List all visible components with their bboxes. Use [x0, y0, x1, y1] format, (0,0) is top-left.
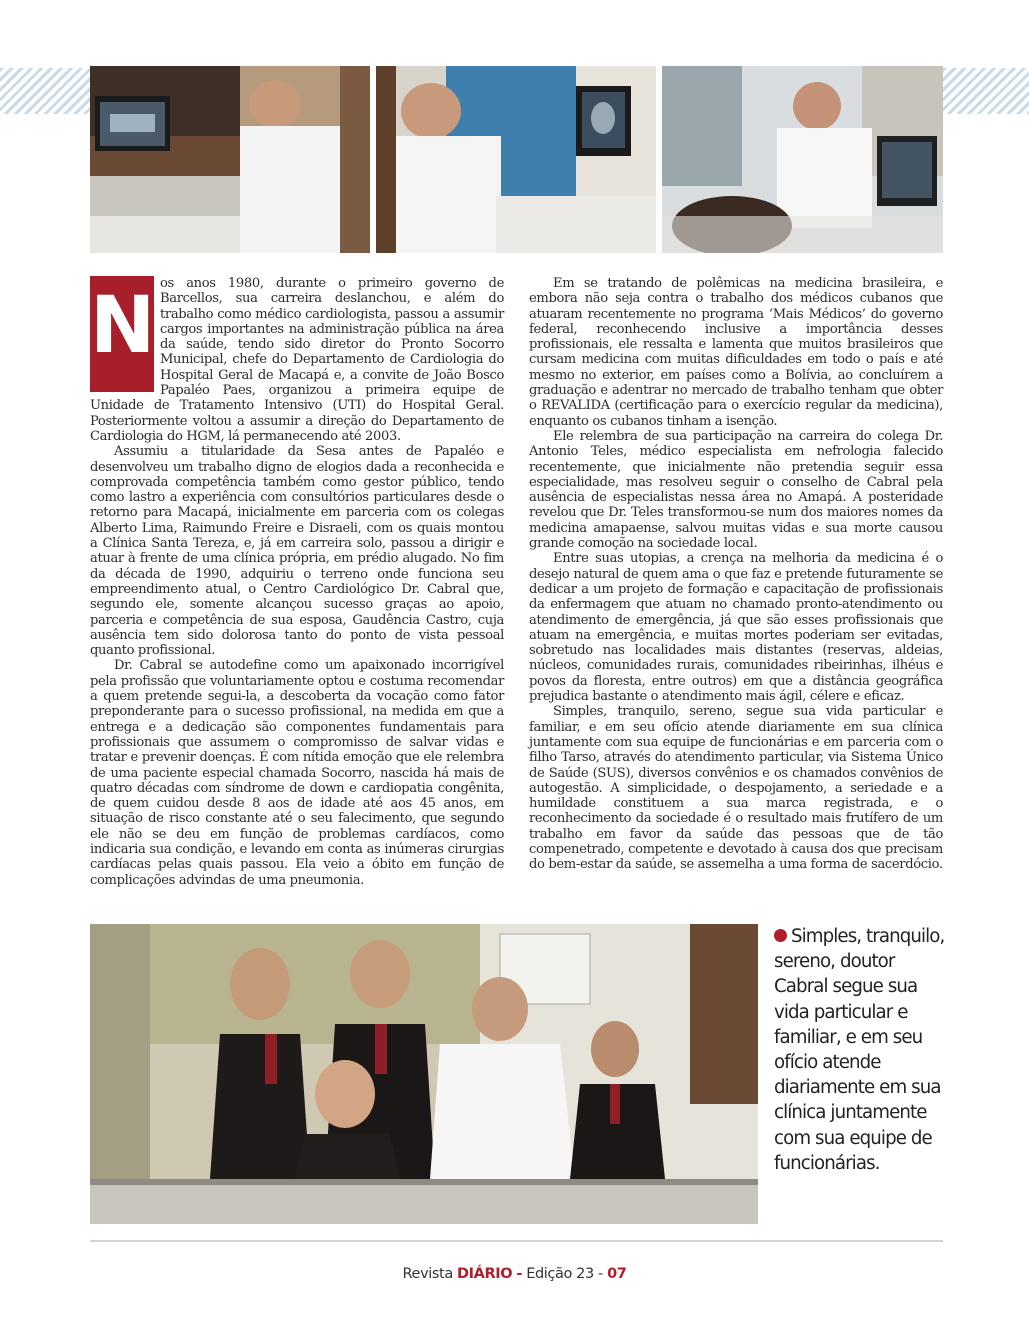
caption-text: Simples, tranquilo, sereno, doutor Cabral segue sua vida particular e familiar, e em seu ofício atende diariamente em sua clínica juntamente com sua equipe de funcionárias.: [774, 926, 945, 1174]
footer-rule: [90, 1240, 943, 1242]
article-paragraph: os anos 1980, durante o primeiro governo de Barcellos, sua carreira deslanchou, e além do trabalho como médico cardiologista, passou a assumir cargos importantes na administração pública na área da saúde, tendo sido diretor do Pronto Socorro Municipal, chefe do Departamento de Cardiologia do Hospital Geral de Macapá e, a convite de João Bosco Papaléo Paes, organizou a primeira equipe de Unidade de Tratamento Intensivo (UTI) do Hospital Geral. Posteriormente voltou a assumir a direção do Departamento de Cardiologia do HGM, lá permanecendo até 2003.: [90, 276, 504, 444]
article-paragraph: Dr. Cabral se autodefine como um apaixonado incorrigível pela profissão que voluntariamente optou e costuma recomendar a quem pretende segui-la, a descoberta da vocação como fator preponderante para o sucesso profissional, na medida em que a entrega e a dedicação são componentes fundamentais para profissionais que assumem o compromisso de salvar vidas e tratar e prevenir doenças. É com nítida emoção que ele relembra de uma paciente especial chamada Socorro, nascida há mais de quatro décadas com síndrome de down e cardiopatia congênita, de quem cuidou desde 8 aos de idade até aos 45 anos, em situação de risco constante até o seu falecimento, que segundo ele não se deu em função de problemas cardíacos, como indicaria sua condição, e levando em conta as inúmeras cirurgias cardíacas pelas quais passou. Ela veio a óbito em função de complicações advindas de uma pneumonia.: [90, 658, 504, 888]
photo-caption: [774, 924, 949, 1176]
footer-magazine: Revista: [402, 1266, 453, 1282]
photo-doctor-ultrasound-2: [376, 66, 656, 253]
article-paragraph: Ele relembra de sua participação na carreira do colega Dr. Antonio Teles, médico especialista em nefrologia falecido recentemente, que inicialmente não pretendia seguir essa especialidade, mas resolveu seguir o conselho de Cabral pela ausência de especialistas nessa área no Amapá. A posteridade revelou que Dr. Teles transformou-se num dos maiores nomes da medicina amapaense, salvou muitas vidas e sua morte causou grande comoção na sociedade local.: [529, 428, 943, 552]
footer-separator: -: [516, 1266, 523, 1282]
article-paragraph: Em se tratando de polêmicas na medicina brasileira, e embora não seja contra o trabalho dos médicos cubanos que atuaram recentemente no programa ‘Mais Médicos’ do governo federal, reconhecendo inclusive a importância desses profissionais, ele ressalta e lamenta que muitos brasileiros que cursam medicina com muitas dificuldades em todo o país e até mesmo no exterior, em países como a Bolívia, ao concluírem a graduação e adentrar no mercado de trabalho tenham que obter o REVALIDA (certificação para o exercício regular da medicina), enquanto os cubanos tinham a isenção.: [529, 276, 943, 429]
article-right-column: [529, 276, 943, 873]
photo-doctor-ultrasound-3: [662, 66, 943, 253]
footer-brand: DIÁRIO: [457, 1266, 513, 1282]
footer-page-number: 07: [607, 1266, 627, 1282]
article-paragraph: Simples, tranquilo, sereno, segue sua vida particular e familiar, e em seu ofício atende diariamente em sua clínica juntamente com sua equipe de funcionárias e em parceria com o filho Tarso, através do atendimento particular, via Sistema Único de Saúde (SUS), diversos convênios e os chamados convênios de autogestão. A simplicidade, o despojamento, a seriedade e a humildade constituem a sua marca registrada, e o reconhecimento da sociedade é o resultado mais frutífero de um trabalho em favor da saúde das pessoas que de tão compenetrado, competente e devotado à causa dos que precisam do bem-estar da saúde, se assemelha a uma forma de sacerdócio.: [529, 704, 943, 873]
decorative-stripes-right: [943, 68, 1029, 114]
photo-team: [90, 924, 758, 1224]
footer-edition: Edição 23 -: [526, 1266, 603, 1282]
caption-bullet-icon: [774, 929, 787, 942]
decorative-stripes-left: [0, 68, 90, 114]
dropcap: N: [90, 276, 154, 392]
article-paragraph: Entre suas utopias, a crença na melhoria da medicina é o desejo natural de quem ama o que faz e pretende futuramente se dedicar a um projeto de formação e capacitação de profissionais da enfermagem que atuam no chamado pronto-atendimento ou atendimento de emergência, já que são esses profissionais que atuam na emergência, e muitas mortes poderiam ser evitadas, sobretudo nas localidades mais distantes (reservas, aldeias, núcleos, comunidades rurais, comunidades ribeirinhas, ilhéus e povos da floresta, entre outros) em que a distância geográfica prejudica bastante o atendimento mais ágil, célere e eficaz.: [529, 551, 943, 705]
photo-doctor-ultrasound-1: [90, 66, 370, 253]
article-left-column: [90, 276, 504, 888]
article-paragraph: Assumiu a titularidade da Sesa antes de Papaléo e desenvolveu um trabalho digno de elogios dada a reconhecida e comprovada competência também como gestor público, tendo como lastro a experiência com consultórios particulares desde o retorno para Macapá, inicialmente em parceria com os colegas Alberto Lima, Raimundo Freire e Disraeli, com os quais montou a Clínica Santa Tereza, e, já em carreira solo, passou a dirigir e atuar à frente de uma clínica própria, em prédio alugado. No fim da década de 1990, adquiriu o terreno onde funciona seu empreendimento atual, o Centro Cardiológico Dr. Cabral que, segundo ele, somente alcançou sucesso graças ao apoio, parceria e competência de sua esposa, Gaudência Castro, cuja ausência tem sido dolorosa tanto do ponto de vista pessoal quanto profissional.: [90, 444, 504, 659]
page-footer: [0, 1266, 1029, 1282]
